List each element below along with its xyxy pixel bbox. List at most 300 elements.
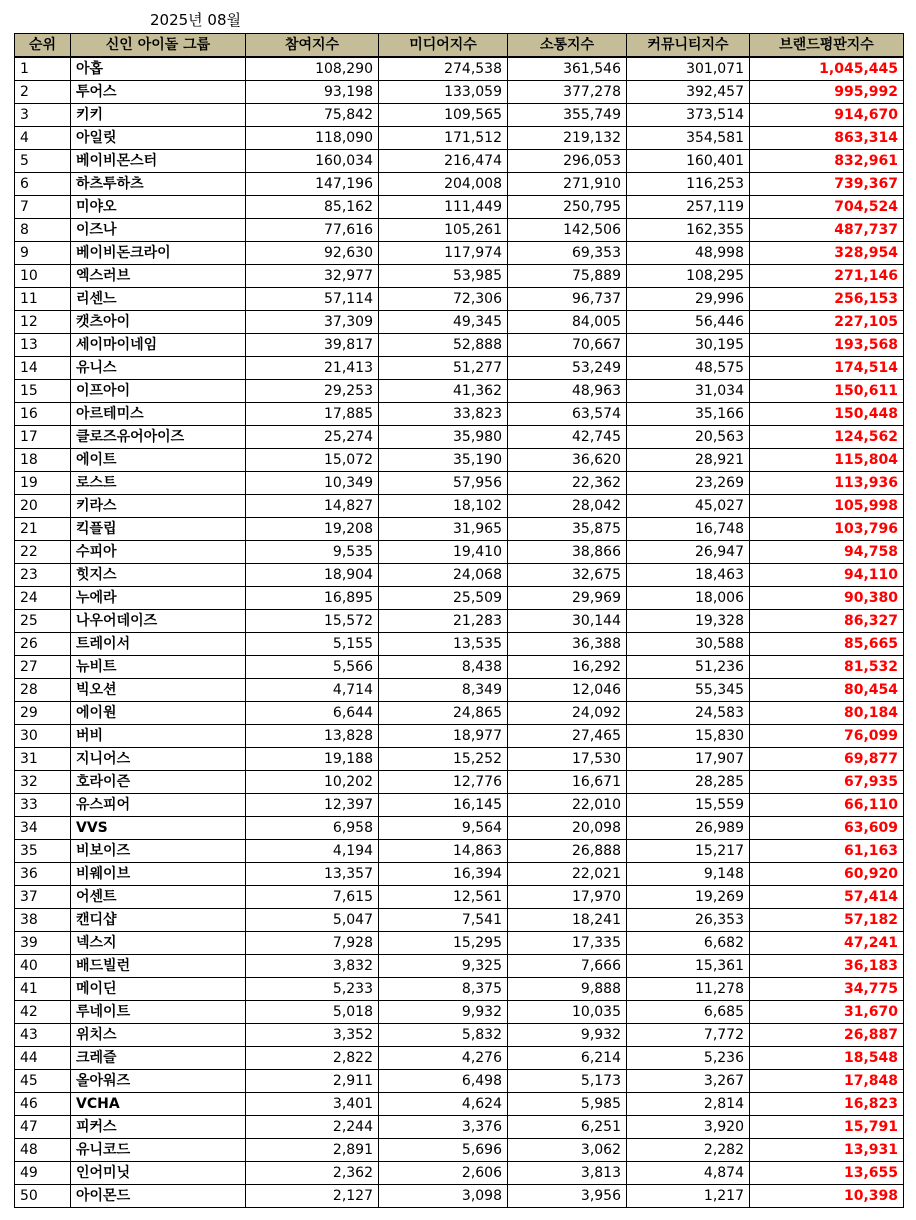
group-name-cell: 에이트 [71,449,246,472]
media-cell: 18,102 [379,495,508,518]
participation-cell: 29,253 [246,380,379,403]
brand-score-cell: 63,609 [750,817,904,840]
brand-score-cell: 13,655 [750,1162,904,1185]
brand-score-cell: 86,327 [750,610,904,633]
communication-cell: 69,353 [508,242,627,265]
brand-score-cell: 10,398 [750,1185,904,1208]
communication-cell: 18,241 [508,909,627,932]
brand-score-cell: 863,314 [750,127,904,150]
brand-score-cell: 61,163 [750,840,904,863]
communication-cell: 28,042 [508,495,627,518]
community-cell: 24,583 [627,702,750,725]
rank-cell: 5 [15,150,71,173]
community-cell: 55,345 [627,679,750,702]
community-cell: 19,269 [627,886,750,909]
table-row [15,1116,904,1139]
table-row [15,104,904,127]
communication-cell: 7,666 [508,955,627,978]
group-name-cell: 투어스 [71,81,246,104]
group-name-cell: 아르테미스 [71,403,246,426]
media-cell: 52,888 [379,334,508,357]
group-name-cell: 루네이트 [71,1001,246,1024]
communication-cell: 6,251 [508,1116,627,1139]
participation-cell: 92,630 [246,242,379,265]
communication-cell: 10,035 [508,1001,627,1024]
rank-cell: 48 [15,1139,71,1162]
rank-cell: 41 [15,978,71,1001]
brand-score-cell: 256,153 [750,288,904,311]
group-name-cell: 버비 [71,725,246,748]
communication-cell: 32,675 [508,564,627,587]
rank-cell: 42 [15,1001,71,1024]
rank-cell: 1 [15,57,71,81]
table-row [15,81,904,104]
rank-cell: 2 [15,81,71,104]
table-row [15,1070,904,1093]
media-cell: 133,059 [379,81,508,104]
community-cell: 4,874 [627,1162,750,1185]
communication-cell: 22,021 [508,863,627,886]
communication-cell: 36,620 [508,449,627,472]
media-cell: 8,375 [379,978,508,1001]
participation-cell: 2,911 [246,1070,379,1093]
participation-cell: 7,615 [246,886,379,909]
media-cell: 109,565 [379,104,508,127]
communication-cell: 70,667 [508,334,627,357]
media-cell: 204,008 [379,173,508,196]
group-name-cell: 비웨이브 [71,863,246,886]
group-name-cell: 캣츠아이 [71,311,246,334]
brand-score-cell: 16,823 [750,1093,904,1116]
brand-score-cell: 150,448 [750,403,904,426]
brand-score-cell: 113,936 [750,472,904,495]
participation-cell: 5,155 [246,633,379,656]
communication-cell: 29,969 [508,587,627,610]
community-cell: 45,027 [627,495,750,518]
media-cell: 105,261 [379,219,508,242]
community-cell: 301,071 [627,57,750,81]
media-cell: 8,349 [379,679,508,702]
community-cell: 5,236 [627,1047,750,1070]
column-header-communication: 소통지수 [508,34,627,58]
group-name-cell: 베이비돈크라이 [71,242,246,265]
participation-cell: 7,928 [246,932,379,955]
rank-cell: 44 [15,1047,71,1070]
column-header-group: 신인 아이돌 그룹 [71,34,246,58]
rank-cell: 20 [15,495,71,518]
media-cell: 24,865 [379,702,508,725]
rank-cell: 12 [15,311,71,334]
communication-cell: 22,362 [508,472,627,495]
communication-cell: 53,249 [508,357,627,380]
group-name-cell: 트레이서 [71,633,246,656]
column-header-participation: 참여지수 [246,34,379,58]
rank-cell: 43 [15,1024,71,1047]
community-cell: 6,682 [627,932,750,955]
participation-cell: 93,198 [246,81,379,104]
group-name-cell: 유스피어 [71,794,246,817]
brand-score-cell: 47,241 [750,932,904,955]
community-cell: 15,559 [627,794,750,817]
brand-score-cell: 487,737 [750,219,904,242]
participation-cell: 2,891 [246,1139,379,1162]
communication-cell: 271,910 [508,173,627,196]
rank-cell: 45 [15,1070,71,1093]
participation-cell: 39,817 [246,334,379,357]
rank-cell: 31 [15,748,71,771]
rank-cell: 19 [15,472,71,495]
month-caption: 2025년 08월 [150,11,242,29]
community-cell: 18,463 [627,564,750,587]
group-name-cell: 크레즐 [71,1047,246,1070]
participation-cell: 19,208 [246,518,379,541]
table-row [15,932,904,955]
participation-cell: 118,090 [246,127,379,150]
communication-cell: 250,795 [508,196,627,219]
group-name-cell: 킥플립 [71,518,246,541]
table-row [15,472,904,495]
media-cell: 25,509 [379,587,508,610]
brand-score-cell: 18,548 [750,1047,904,1070]
community-cell: 3,267 [627,1070,750,1093]
table-row [15,656,904,679]
brand-score-cell: 60,920 [750,863,904,886]
community-cell: 48,575 [627,357,750,380]
group-name-cell: 인어미닛 [71,1162,246,1185]
participation-cell: 25,274 [246,426,379,449]
rank-cell: 13 [15,334,71,357]
rank-cell: 35 [15,840,71,863]
media-cell: 117,974 [379,242,508,265]
community-cell: 160,401 [627,150,750,173]
column-header-media: 미디어지수 [379,34,508,58]
brand-score-cell: 115,804 [750,449,904,472]
rank-cell: 36 [15,863,71,886]
rank-cell: 18 [15,449,71,472]
rank-cell: 38 [15,909,71,932]
media-cell: 8,438 [379,656,508,679]
group-name-cell: 올아워즈 [71,1070,246,1093]
participation-cell: 12,397 [246,794,379,817]
communication-cell: 361,546 [508,57,627,81]
community-cell: 3,920 [627,1116,750,1139]
brand-score-cell: 17,848 [750,1070,904,1093]
group-name-cell: 유니코드 [71,1139,246,1162]
brand-score-cell: 85,665 [750,633,904,656]
table-row [15,702,904,725]
brand-score-cell: 105,998 [750,495,904,518]
media-cell: 51,277 [379,357,508,380]
group-name-cell: 넥스지 [71,932,246,955]
communication-cell: 16,671 [508,771,627,794]
communication-cell: 142,506 [508,219,627,242]
group-name-cell: 키키 [71,104,246,127]
participation-cell: 5,018 [246,1001,379,1024]
participation-cell: 4,714 [246,679,379,702]
participation-cell: 4,194 [246,840,379,863]
media-cell: 49,345 [379,311,508,334]
rank-cell: 34 [15,817,71,840]
media-cell: 19,410 [379,541,508,564]
table-body [15,57,904,1208]
table-row [15,311,904,334]
community-cell: 56,446 [627,311,750,334]
participation-cell: 2,244 [246,1116,379,1139]
participation-cell: 15,572 [246,610,379,633]
rank-cell: 26 [15,633,71,656]
media-cell: 18,977 [379,725,508,748]
communication-cell: 75,889 [508,265,627,288]
group-name-cell: VVS [71,817,246,840]
communication-cell: 219,132 [508,127,627,150]
community-cell: 354,581 [627,127,750,150]
brand-score-cell: 174,514 [750,357,904,380]
table-row [15,978,904,1001]
group-name-cell: 클로즈유어아이즈 [71,426,246,449]
table-row [15,794,904,817]
participation-cell: 3,352 [246,1024,379,1047]
group-name-cell: 아이몬드 [71,1185,246,1208]
brand-score-cell: 1,045,445 [750,57,904,81]
group-name-cell: 호라이즌 [71,771,246,794]
participation-cell: 17,885 [246,403,379,426]
communication-cell: 296,053 [508,150,627,173]
table-row [15,1185,904,1208]
rank-cell: 4 [15,127,71,150]
table-row [15,150,904,173]
media-cell: 13,535 [379,633,508,656]
communication-cell: 12,046 [508,679,627,702]
participation-cell: 2,362 [246,1162,379,1185]
communication-cell: 35,875 [508,518,627,541]
group-name-cell: 하츠투하츠 [71,173,246,196]
group-name-cell: 키라스 [71,495,246,518]
community-cell: 35,166 [627,403,750,426]
brand-score-cell: 36,183 [750,955,904,978]
group-name-cell: 미야오 [71,196,246,219]
group-name-cell: 누에라 [71,587,246,610]
community-cell: 108,295 [627,265,750,288]
community-cell: 23,269 [627,472,750,495]
brand-score-cell: 13,931 [750,1139,904,1162]
table-row [15,1093,904,1116]
participation-cell: 2,127 [246,1185,379,1208]
community-cell: 26,353 [627,909,750,932]
table-row [15,288,904,311]
community-cell: 31,034 [627,380,750,403]
group-name-cell: 수피아 [71,541,246,564]
table-row [15,426,904,449]
communication-cell: 17,335 [508,932,627,955]
communication-cell: 42,745 [508,426,627,449]
media-cell: 5,832 [379,1024,508,1047]
group-name-cell: 비보이즈 [71,840,246,863]
media-cell: 2,606 [379,1162,508,1185]
group-name-cell: 아홉 [71,57,246,81]
brand-score-cell: 103,796 [750,518,904,541]
media-cell: 41,362 [379,380,508,403]
table-row [15,495,904,518]
community-cell: 11,278 [627,978,750,1001]
media-cell: 111,449 [379,196,508,219]
table-row [15,265,904,288]
community-cell: 373,514 [627,104,750,127]
column-header-community: 커뮤니티지수 [627,34,750,58]
group-name-cell: 세이마이네임 [71,334,246,357]
participation-cell: 19,188 [246,748,379,771]
rank-cell: 3 [15,104,71,127]
brand-score-cell: 81,532 [750,656,904,679]
community-cell: 20,563 [627,426,750,449]
column-header-brand-score: 브랜드평판지수 [750,34,904,58]
brand-score-cell: 80,454 [750,679,904,702]
communication-cell: 9,932 [508,1024,627,1047]
media-cell: 12,561 [379,886,508,909]
community-cell: 48,998 [627,242,750,265]
media-cell: 274,538 [379,57,508,81]
group-name-cell: 로스트 [71,472,246,495]
table-row [15,242,904,265]
community-cell: 30,588 [627,633,750,656]
media-cell: 14,863 [379,840,508,863]
communication-cell: 16,292 [508,656,627,679]
group-name-cell: 이즈나 [71,219,246,242]
rank-cell: 23 [15,564,71,587]
media-cell: 9,564 [379,817,508,840]
media-cell: 216,474 [379,150,508,173]
participation-cell: 160,034 [246,150,379,173]
communication-cell: 3,813 [508,1162,627,1185]
rank-cell: 40 [15,955,71,978]
media-cell: 4,624 [379,1093,508,1116]
brand-score-cell: 94,758 [750,541,904,564]
brand-score-cell: 328,954 [750,242,904,265]
communication-cell: 377,278 [508,81,627,104]
table-row [15,564,904,587]
brand-score-cell: 90,380 [750,587,904,610]
participation-cell: 57,114 [246,288,379,311]
media-cell: 9,325 [379,955,508,978]
participation-cell: 10,349 [246,472,379,495]
communication-cell: 355,749 [508,104,627,127]
brand-score-cell: 995,992 [750,81,904,104]
participation-cell: 5,233 [246,978,379,1001]
media-cell: 35,980 [379,426,508,449]
rank-cell: 9 [15,242,71,265]
community-cell: 162,355 [627,219,750,242]
group-name-cell: 뉴비트 [71,656,246,679]
community-cell: 2,282 [627,1139,750,1162]
table-row [15,380,904,403]
media-cell: 5,696 [379,1139,508,1162]
media-cell: 72,306 [379,288,508,311]
media-cell: 4,276 [379,1047,508,1070]
communication-cell: 30,144 [508,610,627,633]
community-cell: 16,748 [627,518,750,541]
media-cell: 7,541 [379,909,508,932]
media-cell: 171,512 [379,127,508,150]
group-name-cell: 에이원 [71,702,246,725]
group-name-cell: 힛지스 [71,564,246,587]
communication-cell: 36,388 [508,633,627,656]
community-cell: 26,947 [627,541,750,564]
rank-cell: 7 [15,196,71,219]
media-cell: 15,295 [379,932,508,955]
communication-cell: 17,970 [508,886,627,909]
community-cell: 7,772 [627,1024,750,1047]
media-cell: 12,776 [379,771,508,794]
rank-cell: 39 [15,932,71,955]
table-row [15,817,904,840]
community-cell: 26,989 [627,817,750,840]
participation-cell: 10,202 [246,771,379,794]
brand-score-cell: 76,099 [750,725,904,748]
community-cell: 17,907 [627,748,750,771]
media-cell: 31,965 [379,518,508,541]
brand-score-cell: 124,562 [750,426,904,449]
community-cell: 29,996 [627,288,750,311]
communication-cell: 17,530 [508,748,627,771]
community-cell: 30,195 [627,334,750,357]
table-row [15,955,904,978]
group-name-cell: 메이딘 [71,978,246,1001]
brand-score-cell: 69,877 [750,748,904,771]
table-row [15,909,904,932]
media-cell: 21,283 [379,610,508,633]
group-name-cell: 어센트 [71,886,246,909]
group-name-cell: 피커스 [71,1116,246,1139]
rank-cell: 21 [15,518,71,541]
table-row [15,1001,904,1024]
rank-cell: 37 [15,886,71,909]
communication-cell: 26,888 [508,840,627,863]
participation-cell: 85,162 [246,196,379,219]
participation-cell: 5,047 [246,909,379,932]
table-row [15,57,904,81]
community-cell: 51,236 [627,656,750,679]
participation-cell: 6,958 [246,817,379,840]
communication-cell: 22,010 [508,794,627,817]
media-cell: 3,098 [379,1185,508,1208]
participation-cell: 37,309 [246,311,379,334]
rank-cell: 6 [15,173,71,196]
participation-cell: 18,904 [246,564,379,587]
table-row [15,587,904,610]
group-name-cell: VCHA [71,1093,246,1116]
communication-cell: 27,465 [508,725,627,748]
media-cell: 15,252 [379,748,508,771]
community-cell: 28,285 [627,771,750,794]
participation-cell: 5,566 [246,656,379,679]
community-cell: 6,685 [627,1001,750,1024]
table-row [15,840,904,863]
table-row [15,219,904,242]
communication-cell: 5,985 [508,1093,627,1116]
table-row [15,449,904,472]
participation-cell: 6,644 [246,702,379,725]
community-cell: 19,328 [627,610,750,633]
media-cell: 6,498 [379,1070,508,1093]
brand-score-cell: 66,110 [750,794,904,817]
table-row [15,748,904,771]
community-cell: 392,457 [627,81,750,104]
rank-cell: 16 [15,403,71,426]
participation-cell: 13,357 [246,863,379,886]
communication-cell: 6,214 [508,1047,627,1070]
participation-cell: 3,401 [246,1093,379,1116]
table-row [15,1024,904,1047]
participation-cell: 77,616 [246,219,379,242]
